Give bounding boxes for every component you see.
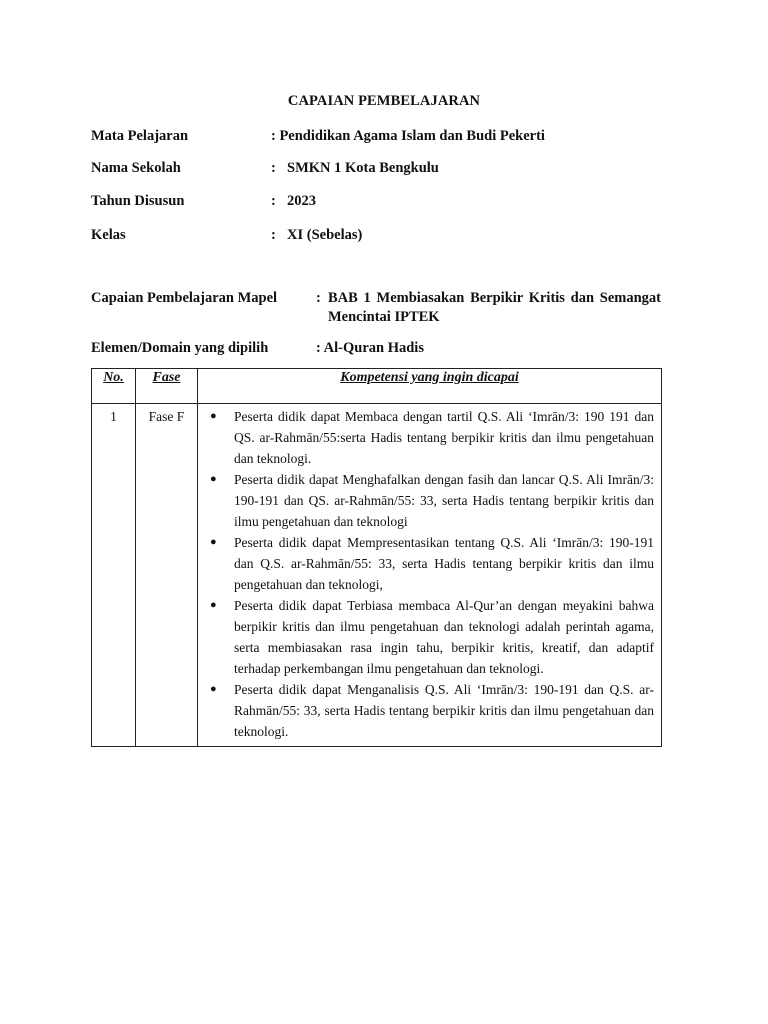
- document-title: CAPAIAN PEMBELAJARAN: [287, 93, 481, 109]
- header-kompetensi: Kompetensi yang ingin dicapai: [198, 369, 662, 404]
- list-item-text: Peserta didik dapat Menganalisis Q.S. Ali ‘Imrān/3: 190-191 dan Q.S. ar-Rahmān/55: 33, serta Hadis tentang berpikir kritis dan ilmu pengetahuan dan teknologi.: [234, 682, 654, 739]
- bullet-icon: ●: [210, 599, 217, 611]
- row-no: 1: [92, 404, 136, 747]
- header-fase: Fase: [136, 369, 198, 404]
- info-value: XI (Sebelas): [287, 227, 363, 243]
- info-colon: :: [271, 227, 276, 243]
- bullet-icon: ●: [210, 536, 217, 548]
- capaian-mapel-label: Capaian Pembelajaran Mapel: [91, 290, 278, 306]
- bullet-icon: ●: [210, 410, 217, 422]
- table-row: [92, 404, 662, 747]
- list-item-text: Peserta didik dapat Membaca dengan tartil Q.S. Ali ‘Imrān/3: 190 191 dan QS. ar-Rahmān/55:serta Hadis tentang berpikir kritis dan ilmu pengetahuan dan teknologi.: [234, 409, 654, 466]
- list-item: [206, 469, 654, 532]
- list-item: [206, 679, 654, 742]
- list-item: [206, 406, 654, 469]
- header-no: No.: [92, 369, 136, 404]
- capaian-mapel-colon: :: [316, 290, 321, 306]
- capaian-mapel-value: BAB 1 Membiasakan Berpikir Kritis dan Semangat Mencintai IPTEK: [328, 290, 661, 325]
- elemen-domain-label: Elemen/Domain yang dipilih: [91, 340, 269, 356]
- info-value: : Pendidikan Agama Islam dan Budi Pekerti: [271, 128, 545, 144]
- list-item-text: Peserta didik dapat Terbiasa membaca Al-Qur’an dengan meyakini bahwa berpikir kritis dan ilmu pengetahuan dan teknologi adalah perintah agama, serta membiasakan rasa ingin tahu, berpikir kritis, kreatif, dan adaptif terhadap perkembangan ilmu pengetahuan dan teknologi.: [234, 598, 654, 676]
- info-value: SMKN 1 Kota Bengkulu: [287, 160, 439, 176]
- info-label: Nama Sekolah: [91, 160, 181, 176]
- bullet-icon: ●: [210, 683, 217, 695]
- list-item-text: Peserta didik dapat Menghafalkan dengan fasih dan lancar Q.S. Ali Imrān/3: 190-191 dan QS. ar-Rahmān/55: 33, serta Hadis tentang berpikir kritis dan ilmu pengetahuan dan teknologi: [234, 472, 654, 529]
- elemen-domain-value: : Al-Quran Hadis: [316, 340, 424, 356]
- info-label: Kelas: [91, 227, 126, 243]
- row-fase: Fase F: [136, 404, 198, 747]
- kompetensi-table: [91, 368, 662, 747]
- row-kompetensi: [198, 404, 662, 747]
- info-colon: :: [271, 193, 276, 209]
- info-value: 2023: [287, 193, 316, 209]
- info-label: Mata Pelajaran: [91, 128, 189, 144]
- kompetensi-list: [206, 406, 654, 742]
- list-item-text: Peserta didik dapat Mempresentasikan tentang Q.S. Ali ‘Imrān/3: 190-191 dan Q.S. ar-Rahmān/55: 33, serta Hadis tentang berpikir kritis dan ilmu pengetahuan dan teknologi,: [234, 535, 654, 592]
- list-item: [206, 595, 654, 679]
- info-colon: :: [271, 160, 276, 176]
- bullet-icon: ●: [210, 473, 217, 485]
- list-item: [206, 532, 654, 595]
- table-header-row: [92, 369, 662, 404]
- info-label: Tahun Disusun: [91, 193, 185, 209]
